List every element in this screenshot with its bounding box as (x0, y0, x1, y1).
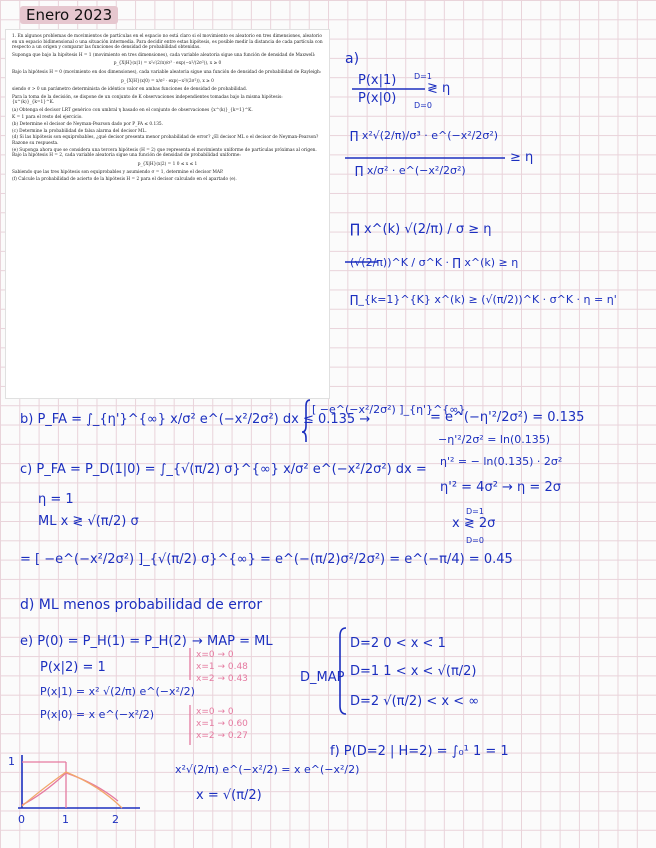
note-a-step1: ∏ x^(k) √(2/π) / σ ≥ η (350, 222, 492, 237)
note-c-line1: c) P_FA = P_D(1|0) = ∫_{√(π/2) σ}^{∞} x/σ² e^(−x²/2σ²) dx = (20, 462, 427, 477)
note-a-prod-num: ∏ x²√(2/π)/σ³ · e^(−x²/2σ²) (350, 129, 499, 142)
h1-equation: p_{X|H}(x|1) = x²√(2/π)/σ³ · exp(−x²/(2σ²)), x ≥ 0 (113, 61, 222, 67)
graph-axis-y-1: 1 (8, 755, 15, 768)
h0-equation: p_{X|H}(x|0) = x/σ² · exp(−x²/(2σ²)), x ≥ 0 (121, 78, 214, 84)
note-map-case-0: D=2 0 < x < 1 (350, 636, 446, 651)
k-text: Para la toma de la decisión, se dispone de un conjunto de K observaciones independientes tomadas bajo la misma hipótesis: {x^(k)}_{k=1}^K. (12, 94, 283, 106)
note-graph-equation: x²√(2/π) e^(−x²/2) = x e^(−x²/2) (175, 763, 360, 776)
exercise-intro: 1. En algunos problemas de movimientos de partículas en el espacio no está claro si el movimiento es aleatorio en tres dimensiones, aleatorio en un espacio bidimensional o una situación intermedia. Para decidir entre estas hipótesis, es posible medir la distancia de cada partícula con respecto a un origen y comparar las funciones de densidad de probabilidad obtenidas. (12, 34, 323, 51)
item-e: (e) Suponga ahora que se considera una tercera hipótesis (H = 2) que representa el movimiento uniforme de partículas próximas al origen. Bajo la hipótesis H = 2, cada variable aleatoria sigue una función de densidad de probabilidad uniforme: (12, 147, 317, 159)
note-f-line: f) P(D=2 | H=2) = ∫₀¹ 1 = 1 (330, 744, 509, 759)
note-e-line3: P(x|1) = x² √(2/π) e^(−x²/2) (40, 685, 195, 698)
note-a-step3: ∏_{k=1}^{K} x^(k) ≥ (√(π/2))^K · σ^K · η = η' (350, 293, 617, 306)
note-c-line4: = [ −e^(−x²/2σ²) ]_{√(π/2) σ}^{∞} = e^(−(π/2)σ²/2σ²) = e^(−π/4) = 0.45 (20, 552, 513, 567)
page-title: Enero 2023 (20, 6, 118, 24)
h1-text: Suponga que bajo la hipótesis H = 1 (movimiento en tres dimensiones), cada variable aleatoria sigue una función de densidad de Maxwell: (12, 52, 316, 58)
note-c-line2: η = 1 (38, 492, 74, 507)
item-c: (c) Determine la probabilidad de falsa alarma del decisor ML. (12, 128, 147, 134)
h2-equation: p_{X|H}(x|2) = 1 0 ≤ x ≤ 1 (137, 161, 198, 167)
k1-text: K = 1 para el resto del ejercicio. (12, 114, 83, 120)
note-a-prod-rel: ≥ η (510, 150, 534, 165)
note-graph-solution: x = √(π/2) (196, 788, 262, 803)
note-e-box2-0: x=0 → 0 (196, 707, 234, 717)
note-a-ratio-num: P(x|1) (358, 73, 397, 88)
note-e-line1: e) P(0) = P_H(1) = P_H(2) (20, 634, 187, 649)
item-d: (d) Si las hipótesis son equiprobables, ¿qué decisor presenta menor probabilidad de error? ¿El decisor ML o el decisor de Neyman-Pearson? Razone su respuesta. (12, 135, 319, 146)
note-e-box1-0: x=0 → 0 (196, 650, 234, 660)
graph-axis-x-0: 0 (18, 813, 25, 826)
graph-axis-x-2: 2 (112, 813, 119, 826)
note-e-box2-1: x=1 → 0.60 (196, 719, 248, 729)
note-e-line4: P(x|0) = x e^(−x²/2) (40, 708, 155, 721)
sigma-text: siendo σ > 0 un parámetro determinista de idéntico valor en ambas funciones de densidad de probabilidad. (12, 87, 248, 93)
note-b-r3: η'² = − ln(0.135) · 2σ² (440, 455, 563, 468)
note-b-line1-right: [ −e^(−x²/2σ²) ]_{η'}^{∞} (312, 403, 466, 416)
note-b-r2: −η'²/2σ² = ln(0.135) (438, 433, 551, 446)
note-b-r4: η'² = 4σ² → η = 2σ (440, 480, 561, 495)
note-a-ratio-rel-bot: D=0 (414, 101, 432, 110)
note-d-line: d) ML menos probabilidad de error (20, 597, 263, 613)
note-map-case-2: D=2 √(π/2) < x < ∞ (350, 694, 480, 709)
item-e2: Sabiendo que las tres hipótesis son equiprobables y asumiendo σ = 1, determine el decisor MAP. (12, 170, 224, 176)
note-b-r5-bot: D=0 (466, 536, 484, 545)
note-b-r1: = e^(−η'²/2σ²) = 0.135 (430, 410, 585, 425)
note-b-r5-top: D=1 (466, 507, 484, 516)
note-e-box2-2: x=2 → 0.27 (196, 731, 248, 741)
note-c-line3: ML x ≷ √(π/2) σ (38, 514, 139, 529)
item-a: (a) Obtenga el decisor LRT genérico con umbral η basado en el conjunto de observaciones {x^(k)}_{k=1}^K. (12, 107, 253, 113)
note-e-line2: P(x|2) = 1 (40, 660, 106, 675)
note-a-label: a) (345, 51, 360, 67)
item-b: (b) Determine el decisor de Neyman-Pearson dado por P_FA ≤ 0.135. (12, 122, 164, 128)
h0-text: Bajo la hipótesis H = 0 (movimiento en dos dimensiones), cada variable aleatoria sigue una función de densidad de probabilidad de Rayleigh: (12, 69, 322, 75)
note-b-line1: b) P_FA = ∫_{η'}^{∞} x/σ² e^(−x²/2σ²) dx ≤ 0.135 → (20, 412, 371, 427)
note-b-r5: x ≷ 2σ (452, 516, 496, 531)
note-map-case-1: D=1 1 < x < √(π/2) (350, 664, 477, 679)
note-a-step2: (√(2/π))^K / σ^K · ∏ x^(k) ≥ η (350, 256, 519, 269)
note-e-box1-1: x=1 → 0.48 (196, 662, 248, 672)
note-map-label: D_MAP (300, 670, 345, 685)
note-a-ratio-rel-top: D=1 (414, 72, 432, 81)
item-f: (f) Calcule la probabilidad de acierto de la hipótesis H = 2 para el decisor calculado en el apartado (e). (12, 176, 237, 182)
graph-axis-x-1: 1 (62, 813, 69, 826)
note-a-ratio-den: P(x|0) (358, 91, 397, 106)
note-a-ratio-rel: ≷ η (427, 81, 451, 96)
note-a-prod-den: ∏ x/σ² · e^(−x²/2σ²) (355, 164, 466, 177)
note-e-line1b: → MAP = ML (192, 634, 273, 649)
note-e-box1-2: x=2 → 0.43 (196, 674, 248, 684)
